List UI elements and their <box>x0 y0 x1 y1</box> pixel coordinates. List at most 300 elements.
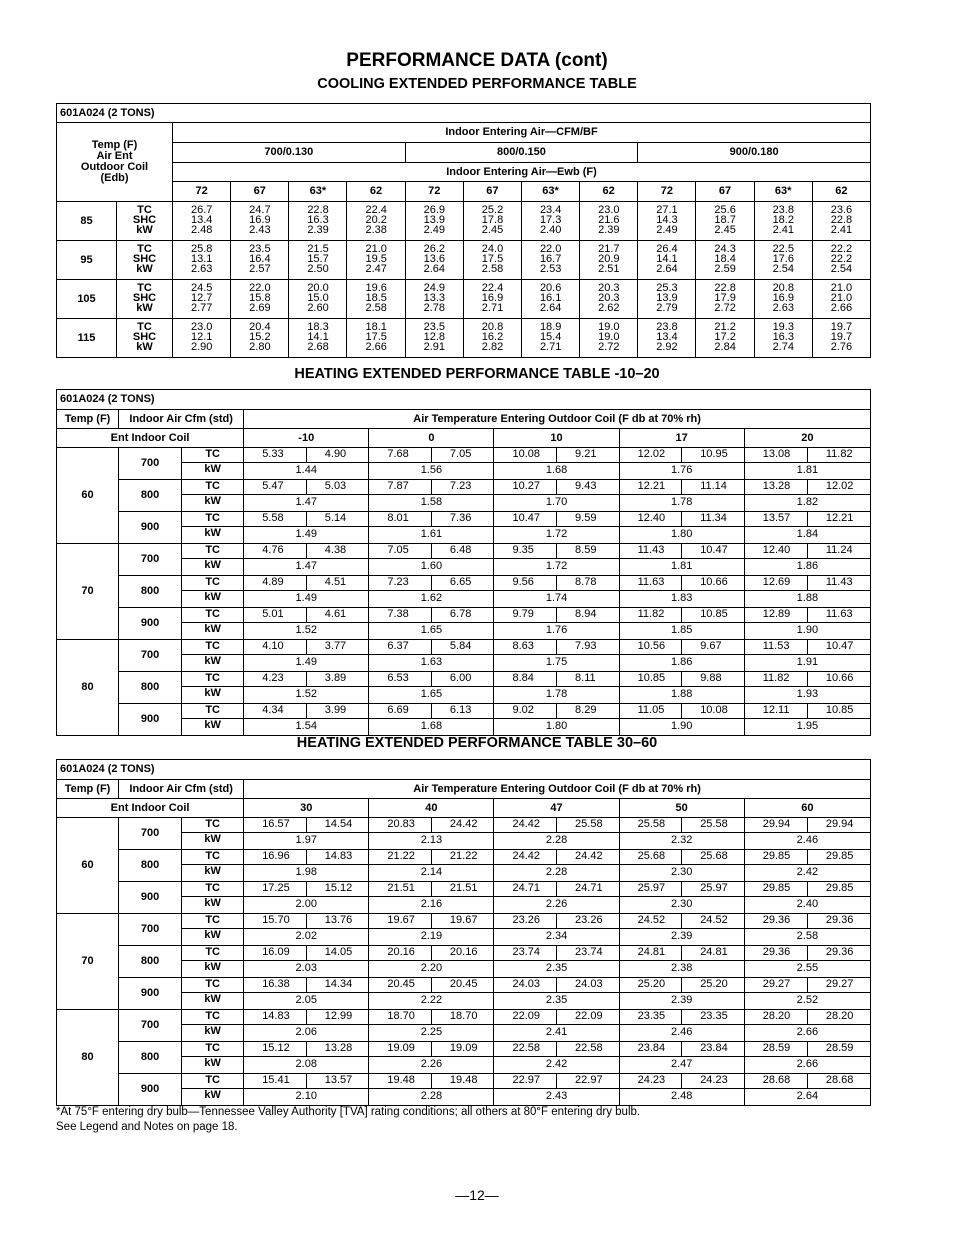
tc-pair <box>369 640 493 655</box>
kw-value: 1.74 <box>545 592 568 604</box>
data-value: 13.9 <box>656 292 678 304</box>
data-value: 2.51 <box>598 263 620 275</box>
data-cell <box>521 202 579 241</box>
row-label: TC <box>137 282 152 294</box>
tc-pair <box>745 608 870 623</box>
cfm-cell: 700 <box>119 448 182 480</box>
tc-pair <box>494 448 618 463</box>
data-value: 20.2 <box>365 214 387 226</box>
data-value: 22.2 <box>830 243 853 255</box>
kw-value: 1.44 <box>295 464 317 476</box>
tc-pair <box>369 704 493 719</box>
tc-label: TC <box>182 704 243 719</box>
data-cell <box>619 850 744 882</box>
kw-label: kW <box>204 719 221 731</box>
cfm-cell: 900 <box>119 704 182 736</box>
kw-value: 2.39 <box>670 994 693 1006</box>
tc-value: 6.53 <box>369 672 432 687</box>
tc-value: 9.35 <box>494 544 557 559</box>
data-cell <box>347 241 405 280</box>
kw-value: 1.78 <box>670 496 693 508</box>
data-value: 2.71 <box>481 302 504 314</box>
data-value: 2.74 <box>772 341 794 353</box>
data-value: 16.3 <box>772 331 794 343</box>
tc-pair <box>620 576 744 591</box>
cfm-header: Indoor Entering Air—CFM/BF <box>173 123 871 143</box>
kw-value: 1.47 <box>295 496 317 508</box>
data-value: 19.5 <box>365 253 387 265</box>
kw-value: 1.47 <box>295 560 317 572</box>
temp-cell: 115 <box>57 319 117 358</box>
tc-pair <box>244 640 368 655</box>
row-labels <box>117 280 173 319</box>
row-labels <box>182 1010 244 1042</box>
data-cell <box>494 576 619 608</box>
data-cell <box>696 241 754 280</box>
tc-pair <box>745 1042 870 1057</box>
row-labels <box>182 1042 244 1074</box>
data-cell <box>289 319 347 358</box>
tc-pair <box>244 818 368 833</box>
kw-value: 1.91 <box>796 656 819 668</box>
kw-value: 1.88 <box>796 592 819 604</box>
column-header: 47 <box>494 799 619 818</box>
ewb-value: 67 <box>696 182 754 202</box>
tc-pair <box>369 850 493 865</box>
tc-label: TC <box>182 914 243 929</box>
tc-pair <box>244 914 368 929</box>
data-value: 2.41 <box>772 224 794 236</box>
tc-pair <box>369 946 493 961</box>
temp-header <box>57 123 173 202</box>
tc-value: 25.58 <box>620 818 683 833</box>
data-value: 2.92 <box>656 341 678 353</box>
row-labels <box>182 480 244 512</box>
tc-value: 12.21 <box>620 480 683 495</box>
data-value: 2.64 <box>423 263 446 275</box>
kw-value: 1.56 <box>420 464 443 476</box>
data-cell <box>369 914 494 946</box>
kw-value: 2.38 <box>670 962 693 974</box>
tc-value: 28.68 <box>808 1074 870 1089</box>
data-cell <box>173 280 231 319</box>
data-cell <box>494 672 619 704</box>
data-cell <box>744 1010 870 1042</box>
tc-value: 12.21 <box>808 512 870 527</box>
data-value: 22.5 <box>772 243 794 255</box>
tc-value: 15.12 <box>244 1042 307 1057</box>
kw-label: kW <box>204 833 221 845</box>
kw-value: 1.98 <box>295 866 317 878</box>
data-cell <box>494 704 619 736</box>
tc-pair <box>369 448 493 463</box>
row-labels <box>182 608 244 640</box>
tc-value: 29.36 <box>808 946 870 961</box>
data-cell <box>744 818 870 850</box>
tc-value: 21.22 <box>432 850 494 865</box>
data-cell <box>494 978 619 1010</box>
kw-value: 2.35 <box>545 962 568 974</box>
data-value: 19.6 <box>365 282 387 294</box>
kw-label: kW <box>204 961 221 973</box>
data-value: 20.0 <box>307 282 329 294</box>
tc-pair <box>369 1074 493 1089</box>
tc-value: 8.11 <box>557 672 619 687</box>
tc-pair <box>494 544 618 559</box>
cfm-cell: 900 <box>119 978 182 1010</box>
tc-value: 22.58 <box>557 1042 619 1057</box>
kw-value: 1.72 <box>545 528 568 540</box>
tc-label: TC <box>182 946 243 961</box>
tc-pair <box>494 946 618 961</box>
data-value: 2.62 <box>598 302 620 314</box>
tc-value: 25.58 <box>682 818 744 833</box>
kw-value: 2.28 <box>545 834 568 846</box>
kw-value: 1.58 <box>420 496 443 508</box>
data-cell <box>812 280 870 319</box>
data-value: 16.2 <box>481 331 504 343</box>
temp-header: Temp (F) <box>57 410 119 429</box>
data-cell <box>369 818 494 850</box>
ewb-value: 72 <box>405 182 463 202</box>
kw-value: 2.26 <box>420 1058 443 1070</box>
cfm-cell: 900 <box>119 1074 182 1106</box>
data-value: 2.54 <box>830 263 853 275</box>
tc-value: 4.23 <box>244 672 307 687</box>
tc-value: 29.94 <box>808 818 870 833</box>
kw-value: 2.40 <box>796 898 819 910</box>
kw-value: 1.65 <box>420 688 443 700</box>
tc-value: 22.97 <box>557 1074 619 1089</box>
tc-value: 21.51 <box>369 882 432 897</box>
data-cell <box>494 882 619 914</box>
tc-pair <box>745 448 870 463</box>
data-cell <box>494 608 619 640</box>
kw-label: kW <box>204 527 221 539</box>
data-cell <box>494 946 619 978</box>
tc-value: 10.47 <box>682 544 744 559</box>
data-cell <box>494 914 619 946</box>
tc-value: 23.74 <box>494 946 557 961</box>
data-value: 12.1 <box>191 331 213 343</box>
data-cell <box>494 640 619 672</box>
tc-pair <box>369 882 493 897</box>
tc-pair <box>620 640 744 655</box>
data-cell <box>369 1010 494 1042</box>
data-cell <box>754 319 812 358</box>
data-cell <box>754 280 812 319</box>
kw-label: kW <box>204 687 221 699</box>
data-value: 2.63 <box>191 263 213 275</box>
data-cell <box>521 280 579 319</box>
data-value: 20.8 <box>772 282 794 294</box>
ewb-value: 63* <box>289 182 347 202</box>
data-cell <box>696 319 754 358</box>
data-cell <box>369 640 494 672</box>
heating-table-2-title: HEATING EXTENDED PERFORMANCE TABLE 30–60 <box>296 735 658 751</box>
data-value: 23.6 <box>830 204 853 216</box>
tc-value: 16.57 <box>244 818 307 833</box>
data-value: 2.77 <box>191 302 213 314</box>
heating-table-1-title: HEATING EXTENDED PERFORMANCE TABLE -10–20 <box>294 366 660 382</box>
tc-value: 12.99 <box>307 1010 369 1025</box>
tc-value: 12.02 <box>620 448 683 463</box>
tc-value: 12.02 <box>808 480 870 495</box>
row-label: SHC <box>132 253 157 265</box>
data-cell <box>619 1042 744 1074</box>
data-cell <box>619 576 744 608</box>
data-cell <box>369 544 494 576</box>
data-value: 22.8 <box>830 214 853 226</box>
data-cell <box>619 640 744 672</box>
data-value: 2.60 <box>307 302 329 314</box>
data-cell <box>580 319 638 358</box>
row-labels <box>182 544 244 576</box>
data-cell <box>812 202 870 241</box>
data-value: 20.4 <box>249 321 271 333</box>
tc-value: 4.89 <box>244 576 307 591</box>
kw-value: 1.90 <box>796 624 819 636</box>
data-cell <box>405 202 463 241</box>
ent-indoor-coil-header: Ent Indoor Coil <box>57 799 244 818</box>
data-value: 23.5 <box>423 321 446 333</box>
tc-value: 20.45 <box>432 978 494 993</box>
kw-value: 2.66 <box>796 1058 819 1070</box>
kw-value: 1.49 <box>295 592 317 604</box>
row-labels <box>182 448 244 480</box>
tc-value: 14.83 <box>307 850 369 865</box>
cfm-cell: 700 <box>119 818 182 850</box>
tc-pair <box>494 914 618 929</box>
data-cell <box>369 850 494 882</box>
cfm-header: Indoor Air Cfm (std) <box>119 410 244 429</box>
data-cell <box>619 480 744 512</box>
cfm-cell: 700 <box>119 640 182 672</box>
tc-value: 29.36 <box>808 914 870 929</box>
data-cell <box>347 202 405 241</box>
data-value: 21.7 <box>598 243 620 255</box>
tc-pair <box>369 512 493 527</box>
ewb-value: 62 <box>812 182 870 202</box>
tc-value: 24.52 <box>620 914 683 929</box>
temp-cell: 80 <box>57 640 119 736</box>
data-cell <box>744 914 870 946</box>
tc-label: TC <box>182 1042 243 1057</box>
ewb-value: 72 <box>173 182 231 202</box>
data-cell <box>744 512 870 544</box>
data-value: 16.3 <box>307 214 329 226</box>
tc-value: 5.03 <box>307 480 369 495</box>
tc-value: 24.42 <box>494 850 557 865</box>
tc-label: TC <box>182 1074 243 1089</box>
data-value: 16.4 <box>249 253 271 265</box>
data-value: 22.2 <box>830 253 853 265</box>
kw-value: 2.28 <box>420 1090 443 1102</box>
tc-pair <box>620 672 744 687</box>
data-value: 2.49 <box>423 224 446 236</box>
tc-value: 24.03 <box>494 978 557 993</box>
kw-value: 2.06 <box>295 1026 317 1038</box>
data-value: 18.3 <box>307 321 329 333</box>
data-cell <box>244 672 369 704</box>
tc-value: 29.85 <box>745 882 808 897</box>
data-value: 23.8 <box>656 321 678 333</box>
data-value: 2.76 <box>830 341 853 353</box>
ewb-value: 67 <box>231 182 289 202</box>
tc-pair <box>369 1042 493 1057</box>
data-cell <box>369 448 494 480</box>
tc-pair <box>244 448 368 463</box>
tc-value: 14.83 <box>244 1010 307 1025</box>
tc-pair <box>244 576 368 591</box>
kw-value: 2.14 <box>420 866 443 878</box>
data-value: 16.9 <box>772 292 794 304</box>
tc-value: 29.85 <box>808 850 870 865</box>
kw-value: 1.76 <box>545 624 568 636</box>
data-value: 19.7 <box>830 331 853 343</box>
tc-value: 11.63 <box>808 608 870 623</box>
kw-value: 2.00 <box>295 898 317 910</box>
tc-value: 24.23 <box>682 1074 744 1089</box>
data-value: 2.84 <box>714 341 736 353</box>
tc-value: 19.67 <box>432 914 494 929</box>
tc-value: 25.97 <box>682 882 744 897</box>
data-value: 2.53 <box>539 263 562 275</box>
data-value: 17.2 <box>714 331 736 343</box>
kw-value: 2.22 <box>420 994 443 1006</box>
air-temp-header: Air Temperature Entering Outdoor Coil (F db at 70% rh) <box>244 780 871 799</box>
tc-value: 5.84 <box>432 640 494 655</box>
data-value: 26.9 <box>423 204 446 216</box>
data-value: 12.8 <box>423 331 446 343</box>
row-labels <box>182 914 244 946</box>
cooling-performance-table <box>56 103 871 358</box>
tc-value: 3.77 <box>307 640 369 655</box>
kw-value: 1.90 <box>670 720 693 732</box>
data-cell <box>619 914 744 946</box>
row-labels <box>182 512 244 544</box>
tc-value: 4.34 <box>244 704 307 719</box>
kw-value: 1.80 <box>545 720 568 732</box>
row-labels <box>117 241 173 280</box>
tc-value: 24.42 <box>432 818 494 833</box>
data-value: 2.58 <box>481 263 504 275</box>
data-cell <box>744 1074 870 1106</box>
kw-value: 2.10 <box>295 1090 317 1102</box>
tc-value: 8.29 <box>557 704 619 719</box>
cooling-model-label: 601A024 (2 TONS) <box>57 104 871 123</box>
temp-header-line: Temp (F) <box>91 139 138 151</box>
tc-value: 24.42 <box>557 850 619 865</box>
tc-pair <box>745 882 870 897</box>
data-value: 17.6 <box>772 253 794 265</box>
data-cell <box>744 882 870 914</box>
kw-label: kW <box>204 623 221 635</box>
data-cell <box>494 850 619 882</box>
tc-label: TC <box>182 978 243 993</box>
tc-pair <box>494 978 618 993</box>
data-cell <box>244 576 369 608</box>
tc-value: 20.83 <box>369 818 432 833</box>
tc-value: 10.95 <box>682 448 744 463</box>
tc-value: 10.85 <box>682 608 744 623</box>
tc-pair <box>369 480 493 495</box>
data-cell <box>173 241 231 280</box>
data-value: 2.90 <box>191 341 213 353</box>
tc-pair <box>244 850 368 865</box>
tc-value: 29.94 <box>745 818 808 833</box>
data-cell <box>812 241 870 280</box>
temp-cell: 80 <box>57 1010 119 1106</box>
data-cell <box>405 319 463 358</box>
row-labels <box>182 672 244 704</box>
tc-value: 19.09 <box>432 1042 494 1057</box>
data-cell <box>244 1042 369 1074</box>
data-cell <box>494 544 619 576</box>
kw-value: 1.54 <box>295 720 317 732</box>
column-header: 50 <box>619 799 744 818</box>
tc-value: 4.61 <box>307 608 369 623</box>
data-value: 2.47 <box>365 263 387 275</box>
tc-value: 8.94 <box>557 608 619 623</box>
tc-pair <box>745 818 870 833</box>
data-value: 14.1 <box>656 253 678 265</box>
tc-pair <box>494 850 618 865</box>
tc-pair <box>244 512 368 527</box>
tc-pair <box>620 1074 744 1089</box>
tc-value: 8.01 <box>369 512 432 527</box>
kw-value: 2.64 <box>796 1090 819 1102</box>
tc-value: 15.12 <box>307 882 369 897</box>
data-value: 16.9 <box>481 292 504 304</box>
data-cell <box>405 241 463 280</box>
air-temp-header: Air Temperature Entering Outdoor Coil (F db at 70% rh) <box>244 410 871 429</box>
data-value: 27.1 <box>656 204 678 216</box>
tc-pair <box>745 544 870 559</box>
data-cell <box>744 576 870 608</box>
data-cell <box>744 1042 870 1074</box>
kw-value: 2.52 <box>796 994 819 1006</box>
tc-value: 10.08 <box>494 448 557 463</box>
tc-value: 20.16 <box>432 946 494 961</box>
kw-value: 2.41 <box>545 1026 568 1038</box>
data-cell <box>494 1010 619 1042</box>
tc-value: 11.63 <box>620 576 683 591</box>
data-cell <box>619 672 744 704</box>
page-title: PERFORMANCE DATA (cont) <box>346 50 608 71</box>
tc-pair <box>369 1010 493 1025</box>
data-cell <box>619 882 744 914</box>
tc-value: 25.68 <box>620 850 683 865</box>
tc-value: 24.52 <box>682 914 744 929</box>
data-cell <box>289 241 347 280</box>
tc-pair <box>745 850 870 865</box>
tc-value: 5.33 <box>244 448 307 463</box>
data-value: 2.59 <box>714 263 736 275</box>
data-value: 2.63 <box>772 302 794 314</box>
data-cell <box>754 241 812 280</box>
data-cell <box>369 1074 494 1106</box>
tc-pair <box>620 914 744 929</box>
tc-value: 3.99 <box>307 704 369 719</box>
data-cell <box>580 280 638 319</box>
tc-value: 9.56 <box>494 576 557 591</box>
data-cell <box>619 978 744 1010</box>
kw-value: 1.72 <box>545 560 568 572</box>
cooling-table-title: COOLING EXTENDED PERFORMANCE TABLE <box>317 76 637 92</box>
tc-value: 18.70 <box>432 1010 494 1025</box>
tc-value: 13.28 <box>745 480 808 495</box>
